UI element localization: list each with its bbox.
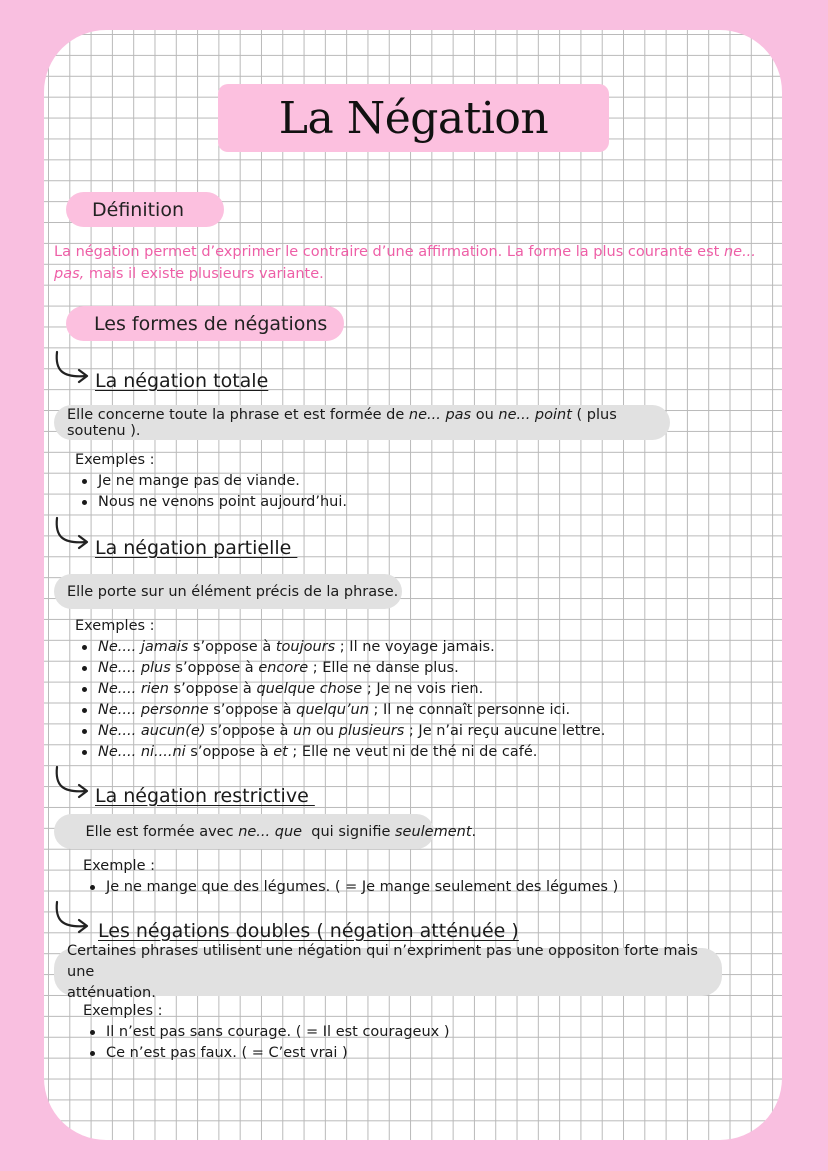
page-title: La Négation bbox=[278, 92, 549, 144]
doubles-desc-line: Certaines phrases utilisent une négation qui n’expriment pas une oppositon forte mais une bbox=[67, 942, 698, 980]
totale-examples-list bbox=[78, 471, 347, 513]
list-item: Ne.... rien s’oppose à quelque chose ; Je ne vois rien. bbox=[78, 679, 605, 700]
restrictive-desc-italic: ne... que bbox=[238, 823, 303, 840]
definition-text-italic: pas, bbox=[54, 266, 85, 282]
partielle-heading: La négation partielle bbox=[95, 537, 298, 559]
list-item: Ne.... personne s’oppose à quelqu’un ; Il ne connaît personne ici. bbox=[78, 700, 605, 721]
doubles-examples-list bbox=[86, 1022, 450, 1064]
totale-desc-part: ( plus soutenu ). bbox=[67, 406, 617, 439]
list-item: Ne.... plus s’oppose à encore ; Elle ne danse plus. bbox=[78, 658, 605, 679]
partielle-desc-text: Elle porte sur un élément précis de la phrase. bbox=[67, 583, 399, 600]
totale-heading: La négation totale bbox=[95, 370, 269, 392]
definition-label: Définition bbox=[92, 198, 185, 221]
doubles-heading: Les négations doubles ( négation atténuée ) bbox=[98, 920, 519, 942]
curved-arrow-icon bbox=[52, 900, 92, 936]
restrictive-examples-list bbox=[86, 877, 618, 898]
definition-text bbox=[54, 241, 774, 285]
partielle-examples-label: Exemples : bbox=[75, 618, 155, 634]
formes-label: Les formes de négations bbox=[94, 312, 328, 335]
definition-text-italic: ne... bbox=[723, 244, 756, 260]
totale-desc-italic: ne... pas bbox=[408, 406, 472, 423]
restrictive-desc-part: Elle est formée avec bbox=[85, 823, 239, 840]
formes-label-pill bbox=[66, 306, 344, 341]
restrictive-description bbox=[54, 814, 477, 849]
partielle-examples-list bbox=[78, 637, 605, 763]
list-item: Je ne mange que des légumes. ( = Je mange seulement des légumes ) bbox=[86, 877, 618, 898]
curved-arrow-icon bbox=[52, 350, 92, 386]
doubles-description bbox=[54, 942, 722, 1001]
doubles-examples-label: Exemples : bbox=[83, 1003, 163, 1019]
list-item: Je ne mange pas de viande. bbox=[78, 471, 347, 492]
totale-examples-label: Exemples : bbox=[75, 452, 155, 468]
list-item: Ne.... aucun(e) s’oppose à un ou plusieurs ; Je n’ai reçu aucune lettre. bbox=[78, 721, 605, 742]
totale-desc-part: ou bbox=[471, 406, 499, 423]
totale-desc-italic: ne... point bbox=[498, 406, 572, 423]
doubles-desc-line: atténuation. bbox=[67, 984, 156, 1001]
totale-description bbox=[54, 405, 670, 440]
list-item: Il n’est pas sans courage. ( = Il est courageux ) bbox=[86, 1022, 450, 1043]
definition-text-part: mais il existe plusieurs variante. bbox=[84, 266, 324, 282]
list-item: Ne.... jamais s’oppose à toujours ; Il ne voyage jamais. bbox=[78, 637, 605, 658]
totale-desc-part: Elle concerne toute la phrase et est formée de bbox=[67, 406, 409, 423]
restrictive-desc-italic: seulement bbox=[394, 823, 472, 840]
definition-label-pill bbox=[66, 192, 224, 227]
restrictive-desc-part: . bbox=[471, 823, 477, 840]
restrictive-desc-part: qui signifie bbox=[302, 823, 395, 840]
list-item: Ce n’est pas faux. ( = C’est vrai ) bbox=[86, 1043, 450, 1064]
definition-text-part: La négation permet d’exprimer le contraire d’une affirmation. La forme la plus courante est bbox=[54, 244, 724, 260]
list-item: Nous ne venons point aujourd’hui. bbox=[78, 492, 347, 513]
curved-arrow-icon bbox=[52, 516, 92, 552]
restrictive-examples-label: Exemple : bbox=[83, 858, 155, 874]
list-item: Ne.... ni....ni s’oppose à et ; Elle ne veut ni de thé ni de café. bbox=[78, 742, 605, 763]
restrictive-heading: La négation restrictive bbox=[95, 785, 315, 807]
curved-arrow-icon bbox=[52, 765, 92, 801]
partielle-description bbox=[54, 574, 402, 609]
title-banner bbox=[218, 84, 609, 152]
